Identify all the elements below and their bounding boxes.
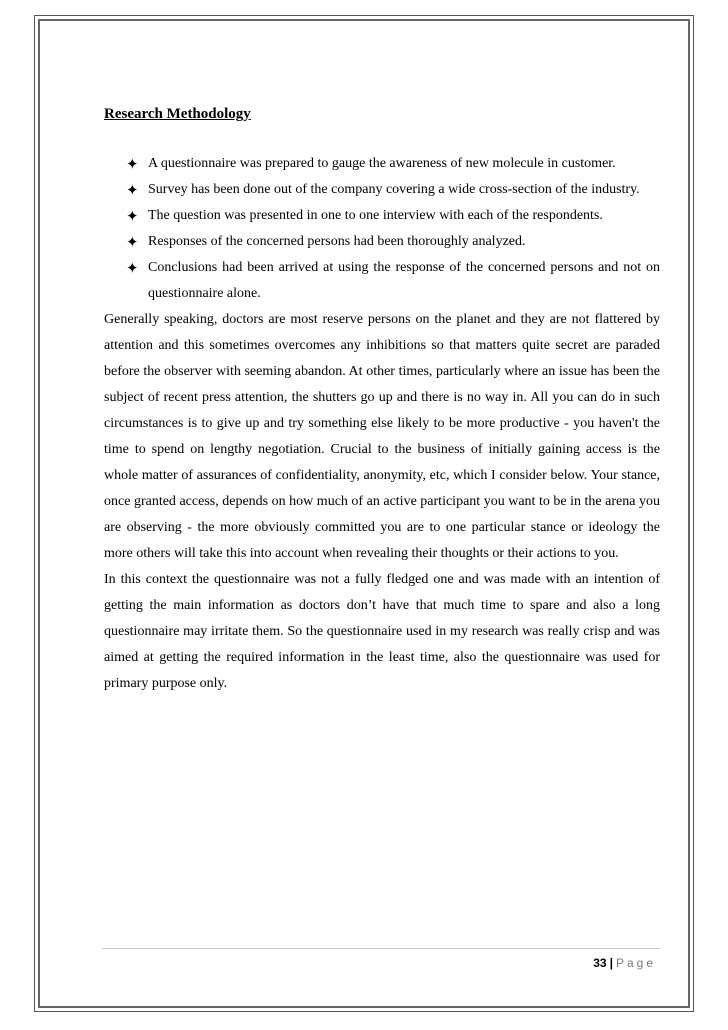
page-footer: [593, 956, 656, 970]
list-item: [126, 177, 660, 203]
star-bullet-icon: ✦: [126, 207, 139, 225]
list-item-text: Conclusions had been arrived at using the response of the concerned persons and not on questionnaire alone.: [148, 260, 660, 301]
body-paragraph: In this context the questionnaire was not a fully fledged one and was made with an intention of getting the main information as doctors don’t have that much time to spare and also a long questionnaire may irritate them. So the questionnaire used in my research was really crisp and was aimed at getting the required information in the least time, also the questionnaire was used for primary purpose only.: [104, 572, 660, 691]
star-bullet-icon: ✦: [126, 181, 139, 199]
page-label: Page: [615, 956, 656, 970]
list-item: [126, 255, 660, 307]
section-heading: Research Methodology: [104, 106, 251, 122]
list-item-text: A questionnaire was prepared to gauge the awareness of new molecule in customer.: [148, 156, 616, 171]
page-number: 33: [593, 956, 607, 970]
list-item: [126, 151, 660, 177]
star-bullet-icon: ✦: [126, 155, 139, 173]
footer-divider: [102, 948, 660, 949]
list-item-text: Responses of the concerned persons had been thoroughly analyzed.: [148, 234, 526, 249]
page-content: [104, 104, 660, 697]
list-item: [126, 229, 660, 255]
list-item-text: The question was presented in one to one interview with each of the respondents.: [148, 208, 603, 223]
methodology-list: [104, 151, 660, 307]
list-item: [126, 203, 660, 229]
list-item-text: Survey has been done out of the company covering a wide cross-section of the industry.: [148, 182, 640, 197]
body-paragraph: Generally speaking, doctors are most reserve persons on the planet and they are not flattered by attention and this sometimes overcomes any inhibitions so that matters quite secret are paraded before the observer with seeming abandon. At other times, particularly where an issue has been the subject of recent press attention, the shutters go up and there is no way in. All you can do in such circumstances is to give up and try something else likely to be more productive - you haven't the time to spend on lengthy negotiation. Crucial to the business of initially gaining access is the whole matter of assurances of confidentiality, anonymity, etc, which I consider below. Your stance, once granted access, depends on how much of an active participant you want to be in the arena you are observing - the more obviously committed you are to one particular stance or ideology the more others will take this into account when revealing their thoughts or their actions to you.: [104, 312, 660, 561]
star-bullet-icon: ✦: [126, 259, 139, 277]
star-bullet-icon: ✦: [126, 233, 139, 251]
footer-separator: |: [609, 956, 613, 970]
